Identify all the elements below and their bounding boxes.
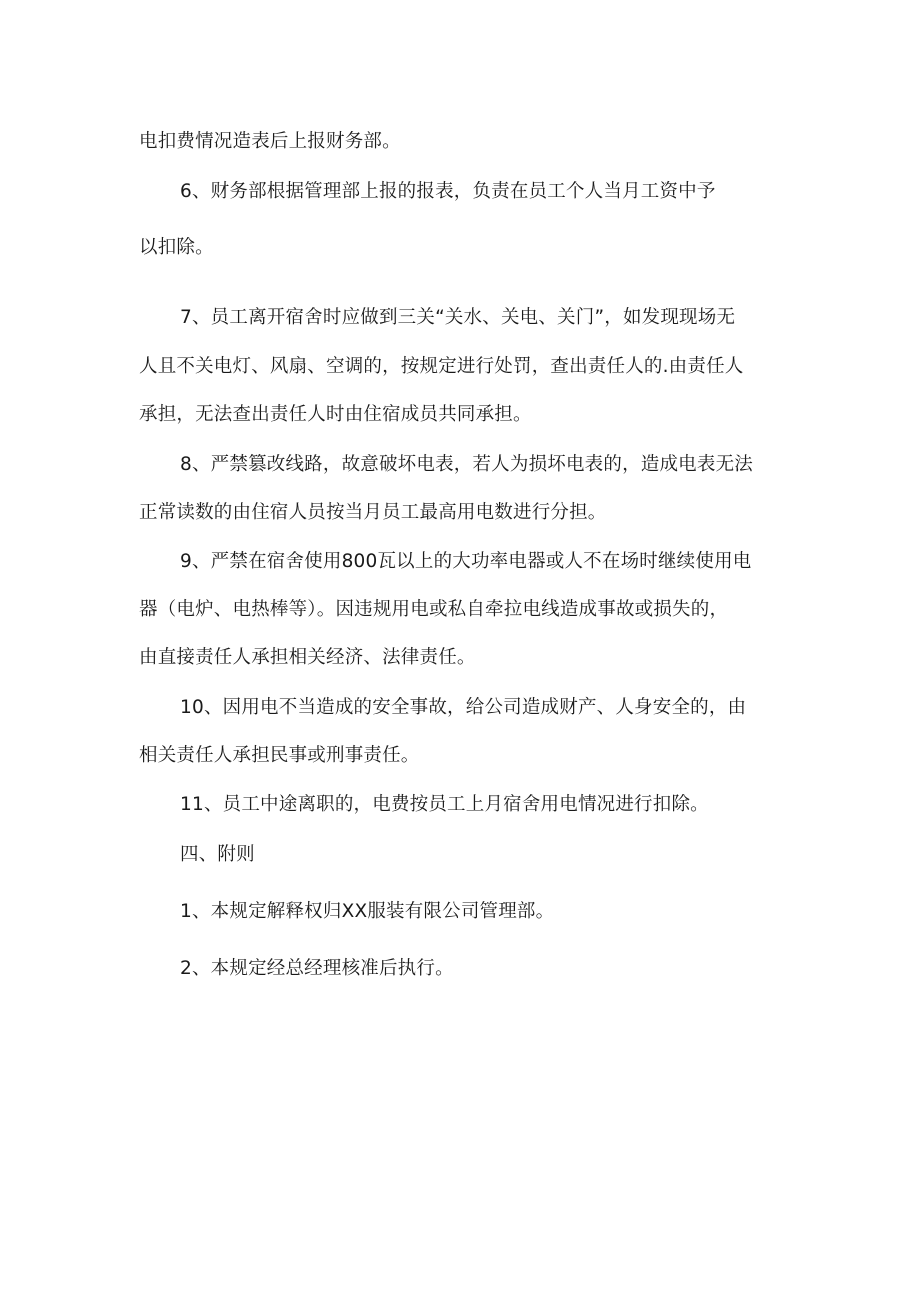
item-11-line-1: 11、员工中途离职的，电费按员工上月宿舍用电情况进行扣除。 [180,794,709,815]
item-6-line-2: 以扣除。 [139,237,214,258]
item-9-line-3: 由直接责任人承担相关经济、法律责任。 [139,647,476,668]
text-line: 电扣费情况造表后上报财务部。 [139,131,401,152]
item-6-line-1: 6、财务部根据管理部上报的报表，负责在员工个人当月工资中予 [180,181,716,202]
item-10-line-2: 相关责任人承担民事或刑事责任。 [139,745,420,766]
item-10-line-1: 10、因用电不当造成的安全事故，给公司造成财产、人身安全的，由 [180,697,747,718]
item-7-line-1: 7、员工离开宿舍时应做到三关“关水、关电、关门”，如发现现场无 [180,307,736,328]
item-8-line-2: 正常读数的由住宿人员按当月员工最高用电数进行分担。 [139,502,607,523]
appendix-item-2: 2、本规定经总经理核准后执行。 [180,958,454,979]
item-9-line-1: 9、严禁在宿舍使用800瓦以上的大功率电器或人不在场时继续使用电 [180,551,752,572]
item-8-line-1: 8、严禁篡改线路，故意破坏电表，若人为损坏电表的，造成电表无法 [180,454,753,475]
item-7-line-3: 承担，无法查出责任人时由住宿成员共同承担。 [139,404,532,425]
item-7-line-2: 人且不关电灯、风扇、空调的，按规定进行处罚，查出责任人的.由责任人 [139,356,744,377]
section-heading-appendix: 四、附则 [180,844,255,865]
appendix-item-1: 1、本规定解释权归XX服装有限公司管理部。 [180,901,555,922]
item-9-line-2: 器（电炉、电热棒等）。因违规用电或私自牵拉电线造成事故或损失的， [139,599,729,620]
